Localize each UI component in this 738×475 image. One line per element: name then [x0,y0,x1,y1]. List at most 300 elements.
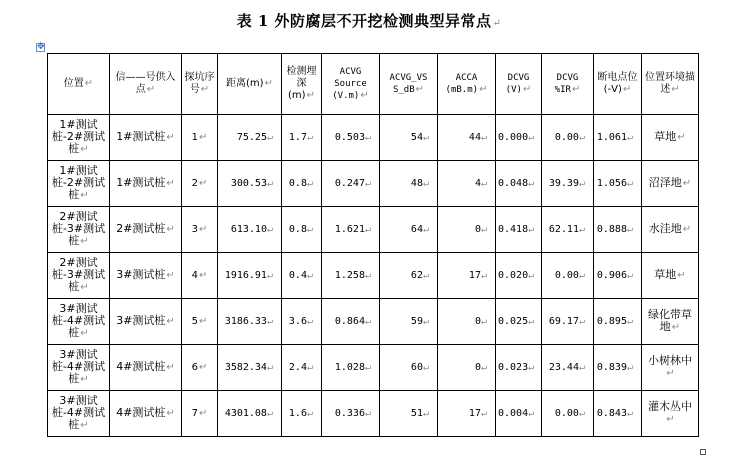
cell-value: 75.25 [236,131,267,143]
header-depth [282,54,322,115]
cell-end-mark: ↵ [306,361,313,373]
cell-value: 灌木丛中 [648,400,692,413]
cell-value: 水洼地 [648,222,682,235]
header-off_potential [594,54,642,115]
cell-value: 1.028 [334,361,365,373]
cell-value: 62.11 [548,223,579,235]
cell-value: 51 [410,407,423,419]
cell-end-mark: ↵ [266,131,273,143]
cell-location [48,161,110,207]
cell-end-mark: ↵ [422,131,429,143]
cell-acca [438,253,496,299]
cell-value: 4#测试桩 [116,406,166,419]
cell-value: 0 [474,223,481,235]
cell-value: 39.39 [548,177,579,189]
cell-end-mark: ↵ [682,224,692,235]
cell-dcvg_ir [542,253,594,299]
cell-signal [110,207,182,253]
cell-acvg_source [322,253,380,299]
table-move-handle-icon[interactable]: ✥ [37,42,45,52]
cell-end-mark: ↵ [198,223,208,235]
cell-end-mark: ↵ [266,269,273,281]
cell-distance [218,345,282,391]
cell-end-mark: ↵ [480,177,487,189]
cell-end-mark: ↵ [626,315,633,327]
cell-end-mark: ↵ [528,223,535,235]
cell-end-mark: ↵ [306,90,315,101]
cell-acca [438,345,496,391]
cell-value: 1.7 [288,131,307,143]
cell-environment [642,207,699,253]
cell-off_potential [594,299,642,345]
cell-probe [182,207,218,253]
cell-end-mark: ↵ [528,315,535,327]
cell-end-mark: ↵ [80,190,89,201]
cell-acvg_source [322,207,380,253]
cell-acvg_vs [380,161,438,207]
cell-end-mark: ↵ [415,84,425,95]
cell-end-mark: ↵ [266,407,273,419]
cell-acvg_vs [380,253,438,299]
cell-distance [218,253,282,299]
cell-environment [642,391,699,437]
cell-value: 0.000 [498,131,529,143]
cell-value: 1#测试桩-2#测试桩 [51,118,106,155]
cell-dcvg_v [496,299,542,345]
header-label: 位置环境描述 [645,72,695,95]
cell-end-mark: ↵ [166,178,175,189]
cell-end-mark: ↵ [198,269,208,281]
cell-dcvg_ir [542,391,594,437]
cell-distance [218,161,282,207]
cell-value: 3#测试桩-4#测试桩 [51,394,106,431]
table-row [48,115,699,161]
cell-end-mark: ↵ [200,84,210,95]
table-body [48,54,699,437]
cell-value: 0.843 [596,407,627,419]
cell-end-mark: ↵ [528,361,535,373]
cell-distance [218,299,282,345]
cell-environment [642,345,699,391]
header-probe [182,54,218,115]
cell-off_potential [594,115,642,161]
cell-end-mark: ↵ [480,361,487,373]
cell-end-mark: ↵ [364,315,371,327]
cell-value: 1916.91 [224,269,267,281]
cell-signal [110,391,182,437]
cell-acca [438,161,496,207]
cell-end-mark: ↵ [166,224,175,235]
cell-acvg_vs [380,299,438,345]
cell-depth [282,207,322,253]
cell-depth [282,161,322,207]
cell-value: 7 [191,407,198,419]
cell-value: 613.10 [230,223,267,235]
header-location [48,54,110,115]
cell-end-mark: ↵ [528,177,535,189]
cell-value: 0.906 [596,269,627,281]
cell-value: 1.621 [334,223,365,235]
cell-value: 2#测试桩-3#测试桩 [51,210,106,247]
cell-end-mark: ↵ [364,407,371,419]
cell-value: 1#测试桩-2#测试桩 [51,164,106,201]
cell-acvg_vs [380,115,438,161]
cell-end-mark: ↵ [306,131,313,143]
cell-off_potential [594,391,642,437]
cell-end-mark: ↵ [578,407,585,419]
cell-distance [218,391,282,437]
cell-end-mark: ↵ [578,269,585,281]
cell-acvg_vs [380,391,438,437]
cell-location [48,253,110,299]
cell-location [48,345,110,391]
cell-acca [438,299,496,345]
paragraph-mark: ↵ [492,18,502,29]
cell-value: 0.895 [596,315,627,327]
cell-value: 0.8 [288,177,307,189]
anomaly-table [47,53,699,437]
cell-end-mark: ↵ [677,270,686,281]
cell-end-mark: ↵ [578,315,585,327]
table-row [48,253,699,299]
cell-dcvg_v [496,253,542,299]
cell-depth [282,345,322,391]
cell-end-mark: ↵ [522,84,532,95]
header-distance [218,54,282,115]
cell-value: 0.888 [596,223,627,235]
cell-distance [218,115,282,161]
cell-value: 0.839 [596,361,627,373]
cell-depth [282,299,322,345]
cell-end-mark: ↵ [306,223,313,235]
cell-value: 3#测试桩-4#测试桩 [51,348,106,385]
header-label: 位置 [63,78,84,89]
cell-value: 0.4 [288,269,307,281]
cell-end-mark: ↵ [166,408,175,419]
cell-end-mark: ↵ [666,368,675,379]
cell-off_potential [594,253,642,299]
cell-dcvg_ir [542,115,594,161]
cell-value: 0.503 [334,131,365,143]
document-title [0,10,738,31]
cell-end-mark: ↵ [626,177,633,189]
cell-value: 0 [474,315,481,327]
cell-end-mark: ↵ [480,131,487,143]
cell-acvg_vs [380,207,438,253]
cell-value: 0.004 [498,407,529,419]
cell-value: 62 [410,269,423,281]
cell-environment [642,161,699,207]
cell-end-mark: ↵ [80,420,89,431]
cell-environment [642,253,699,299]
cell-value: 0.336 [334,407,365,419]
header-label: 探坑序号 [184,72,215,95]
cell-signal [110,161,182,207]
cell-value: 54 [410,131,423,143]
cell-acvg_source [322,299,380,345]
cell-end-mark: ↵ [198,177,208,189]
cell-probe [182,161,218,207]
cell-end-mark: ↵ [306,269,313,281]
header-label: DCVG (V) [505,73,530,95]
cell-value: 5 [191,315,198,327]
table-resize-handle[interactable] [700,449,706,455]
cell-value: 4 [191,269,198,281]
cell-end-mark: ↵ [422,223,429,235]
cell-end-mark: ↵ [306,315,313,327]
cell-acvg_source [322,161,380,207]
cell-value: 1.258 [334,269,365,281]
cell-acvg_source [322,391,380,437]
cell-value: 6 [191,361,198,373]
cell-value: 4 [474,177,481,189]
table-row [48,161,699,207]
cell-end-mark: ↵ [626,407,633,419]
header-label: ACVG_VS S_dB [389,73,428,95]
cell-location [48,207,110,253]
header-label: 检测埋深(m) [286,66,317,101]
cell-end-mark: ↵ [80,282,89,293]
cell-value: 17 [468,269,481,281]
cell-end-mark: ↵ [480,407,487,419]
cell-value: 1.061 [596,131,627,143]
cell-value: 3#测试桩 [116,268,166,281]
cell-value: 48 [410,177,423,189]
cell-value: 草地 [654,130,677,143]
header-signal [110,54,182,115]
cell-dcvg_v [496,161,542,207]
header-label: 信——号供入点 [115,72,176,95]
cell-location [48,115,110,161]
cell-end-mark: ↵ [264,78,273,89]
cell-value: 1 [191,131,198,143]
cell-end-mark: ↵ [422,407,429,419]
cell-value: 0.00 [554,407,579,419]
cell-value: 0.023 [498,361,529,373]
cell-value: 沼泽地 [648,176,682,189]
cell-value: 60 [410,361,423,373]
cell-value: 3#测试桩-4#测试桩 [51,302,106,339]
cell-end-mark: ↵ [198,131,208,143]
cell-end-mark: ↵ [578,131,585,143]
cell-probe [182,345,218,391]
header-dcvg_v [496,54,542,115]
cell-dcvg_ir [542,345,594,391]
header-label: 断电点位(-V) [597,72,638,95]
cell-end-mark: ↵ [80,144,89,155]
cell-signal [110,253,182,299]
cell-dcvg_v [496,207,542,253]
cell-depth [282,391,322,437]
cell-value: 0.020 [498,269,529,281]
cell-end-mark: ↵ [578,177,585,189]
header-acca [438,54,496,115]
header-label: DCVG %IR [554,73,579,95]
cell-end-mark: ↵ [266,361,273,373]
cell-signal [110,115,182,161]
cell-value: 23.44 [548,361,579,373]
cell-value: 小树林中 [648,354,692,367]
cell-value: 1#测试桩 [116,176,166,189]
table-row [48,345,699,391]
cell-end-mark: ↵ [198,361,208,373]
cell-end-mark: ↵ [480,269,487,281]
cell-end-mark: ↵ [422,361,429,373]
cell-end-mark: ↵ [622,84,632,95]
cell-value: 3.6 [288,315,307,327]
cell-dcvg_v [496,391,542,437]
cell-end-mark: ↵ [422,315,429,327]
cell-end-mark: ↵ [364,223,371,235]
cell-end-mark: ↵ [198,315,208,327]
cell-end-mark: ↵ [578,361,585,373]
cell-value: 59 [410,315,423,327]
header-label: ACVG Source (V.m) [332,67,367,101]
cell-value: 0.247 [334,177,365,189]
cell-end-mark: ↵ [626,269,633,281]
cell-location [48,299,110,345]
cell-end-mark: ↵ [571,84,581,95]
cell-acvg_vs [380,345,438,391]
cell-end-mark: ↵ [266,223,273,235]
cell-value: 2#测试桩 [116,222,166,235]
cell-end-mark: ↵ [364,131,371,143]
cell-end-mark: ↵ [578,223,585,235]
cell-probe [182,391,218,437]
cell-end-mark: ↵ [671,84,680,95]
header-label: ACCA (mB.m) [445,73,479,95]
cell-value: 0.418 [498,223,529,235]
cell-value: 4301.08 [224,407,267,419]
cell-end-mark: ↵ [360,90,369,101]
table-row [48,299,699,345]
cell-location [48,391,110,437]
cell-end-mark: ↵ [364,177,371,189]
cell-end-mark: ↵ [166,362,175,373]
cell-end-mark: ↵ [80,374,89,385]
cell-end-mark: ↵ [626,223,633,235]
cell-off_potential [594,161,642,207]
cell-probe [182,253,218,299]
cell-end-mark: ↵ [266,177,273,189]
cell-off_potential [594,345,642,391]
cell-probe [182,115,218,161]
cell-dcvg_ir [542,207,594,253]
cell-acvg_source [322,115,380,161]
cell-end-mark: ↵ [166,132,175,143]
cell-depth [282,115,322,161]
table-row [48,207,699,253]
cell-value: 1.6 [288,407,307,419]
header-row [48,54,699,115]
cell-value: 44 [468,131,481,143]
cell-value: 绿化带草地 [648,308,692,333]
cell-end-mark: ↵ [671,322,681,333]
cell-end-mark: ↵ [80,328,89,339]
header-acvg_vs [380,54,438,115]
cell-environment [642,299,699,345]
cell-dcvg_v [496,345,542,391]
cell-value: 2.4 [288,361,307,373]
cell-value: 2#测试桩-3#测试桩 [51,256,106,293]
cell-value: 0.864 [334,315,365,327]
cell-dcvg_ir [542,299,594,345]
cell-value: 64 [410,223,423,235]
cell-end-mark: ↵ [422,269,429,281]
table-row [48,391,699,437]
cell-value: 1#测试桩 [116,130,166,143]
cell-end-mark: ↵ [166,270,175,281]
cell-value: 0 [474,361,481,373]
cell-end-mark: ↵ [666,414,675,425]
cell-end-mark: ↵ [528,269,535,281]
cell-value: 0.00 [554,131,579,143]
cell-end-mark: ↵ [266,315,273,327]
cell-value: 17 [468,407,481,419]
cell-value: 3 [191,223,198,235]
cell-value: 4#测试桩 [116,360,166,373]
cell-end-mark: ↵ [626,361,633,373]
cell-value: 69.17 [548,315,579,327]
cell-end-mark: ↵ [364,269,371,281]
cell-value: 1.056 [596,177,627,189]
cell-end-mark: ↵ [166,316,175,327]
cell-end-mark: ↵ [146,84,156,95]
cell-value: 0.00 [554,269,579,281]
cell-end-mark: ↵ [528,131,535,143]
cell-depth [282,253,322,299]
cell-end-mark: ↵ [626,131,633,143]
cell-end-mark: ↵ [198,407,208,419]
cell-end-mark: ↵ [80,236,89,247]
cell-end-mark: ↵ [479,84,488,95]
cell-value: 3582.34 [224,361,267,373]
cell-value: 草地 [654,268,677,281]
cell-value: 0.025 [498,315,529,327]
cell-end-mark: ↵ [422,177,429,189]
cell-dcvg_ir [542,161,594,207]
header-label: 距离(m) [226,78,264,89]
cell-value: 3186.33 [224,315,267,327]
cell-dcvg_v [496,115,542,161]
cell-environment [642,115,699,161]
header-dcvg_ir [542,54,594,115]
cell-value: 0.048 [498,177,529,189]
cell-value: 3#测试桩 [116,314,166,327]
cell-end-mark: ↵ [364,361,371,373]
cell-value: 300.53 [230,177,267,189]
cell-signal [110,345,182,391]
cell-end-mark: ↵ [84,78,94,89]
cell-off_potential [594,207,642,253]
cell-end-mark: ↵ [306,407,313,419]
cell-probe [182,299,218,345]
cell-value: 0.8 [288,223,307,235]
cell-end-mark: ↵ [480,315,487,327]
cell-acca [438,115,496,161]
cell-end-mark: ↵ [480,223,487,235]
cell-acca [438,207,496,253]
cell-acvg_source [322,345,380,391]
cell-end-mark: ↵ [682,178,692,189]
header-acvg_source [322,54,380,115]
header-environment [642,54,699,115]
cell-distance [218,207,282,253]
cell-acca [438,391,496,437]
cell-signal [110,299,182,345]
cell-end-mark: ↵ [306,177,313,189]
cell-end-mark: ↵ [528,407,535,419]
